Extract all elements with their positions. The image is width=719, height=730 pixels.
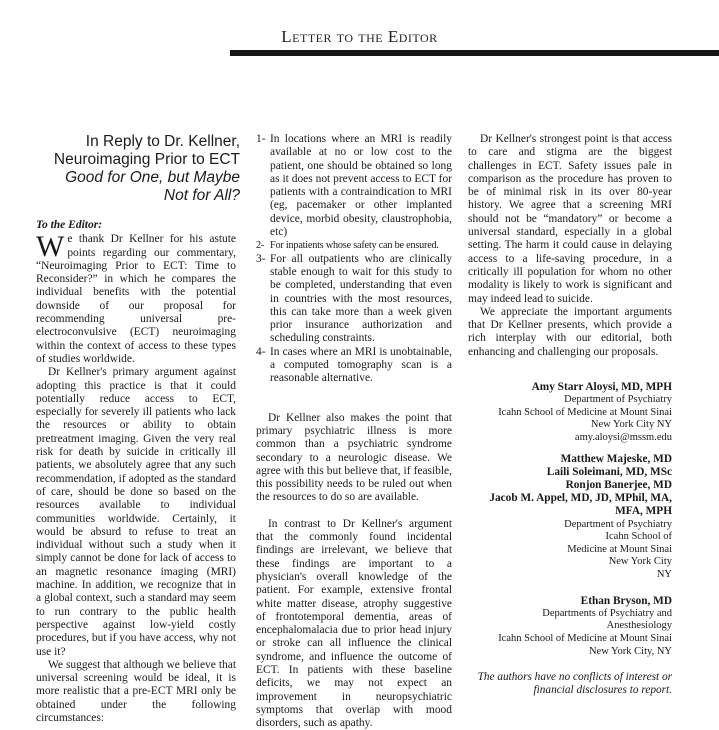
affiliation-line: Departments of Psychiatry and	[542, 607, 672, 619]
author-name: MFA, MPH	[615, 505, 672, 518]
spacer	[256, 505, 452, 518]
column-1	[36, 133, 240, 725]
circumstances-list	[256, 133, 452, 386]
list-item	[256, 253, 452, 346]
article-title-line-2: Neuroimaging Prior to ECT	[53, 151, 240, 168]
author-name: Amy Starr Aloysi, MD, MPH	[531, 381, 672, 394]
signature-block-1	[468, 381, 672, 445]
page-header	[0, 0, 719, 60]
paragraph-primary-argument: Dr Kellner's primary argument against adopting this practice is that it could potentially reduce access to ECT, especially for severely ill patients who lack the resources or ability to obtain pretreatment imaging. Given the very real risk for death by suicide in critically ill patients, we absolutely agree that any such recommendation, if adopted as the standard of care, should be done so based on the resources available to individual communities worldwide. Certainly, it would be absurd to refuse to treat an individual without such a study when it simply cannot be done for lack of access to an magnetic resonance imaging (MRI) machine. In addition, we recognize that in a global context, such a standard may seem to run contrary to the public health perspective against low-yield costly procedures, but if you have access, why not use it?	[36, 366, 236, 658]
affiliation-line: Medicine at Mount Sinai	[567, 543, 672, 555]
affiliation-line: Icahn School of Medicine at Mount Sinai	[498, 406, 672, 418]
header-rule	[230, 50, 719, 56]
signature-block-3	[468, 595, 672, 659]
paragraph-intro-text: e thank Dr Kellner for his astute points regarding our commentary, “Neuroimaging Prior to ECT: Time to Reconsider?” in which he compares the individual benefits with the potential downside of our proposal for recommending universal pre-electroconvulsive (ECT) neuroimaging within the context of access to these types of studies worldwide.	[36, 233, 236, 365]
article-title-line-1: In Reply to Dr. Kellner,	[85, 133, 240, 150]
paragraph-appreciation: We appreciate the important arguments that Dr Kellner presents, which provide a rich interplay with our editorial, both enhancing and challenging our proposals.	[468, 305, 672, 358]
list-item-text: In cases where an MRI is unobtainable, a computed tomography scan is a reasonable alternative.	[270, 345, 452, 385]
list-item-number: 2-	[256, 240, 265, 252]
affiliation-line: Department of Psychiatry	[564, 518, 672, 530]
list-item-number: 1-	[256, 133, 266, 145]
affiliation-line: Icahn School of Medicine at Mount Sinai	[498, 633, 672, 644]
disclosure-note: The authors have no conflicts of interest or financial disclosures to report.	[477, 671, 672, 697]
paragraph-incidental-findings: In contrast to Dr Kellner's argument that the commonly found incidental findings are irrelevant, we believe that these findings are important to a physician's overall knowledge of the patient. For example, extensive frontal white matter disease, atrophy suggestive of frontotemporal dementia, areas of encephalomalacia due to prior head injury or stroke can all influence the clinical syndrome, and influence the outcome of ECT. In patients with these baseline deficits, we may not expect an improvement in neuropsychiatric symptoms that overlap with mood disorders, such as apathy.	[256, 517, 452, 730]
salutation: To the Editor:	[36, 219, 103, 231]
article-title	[36, 133, 240, 205]
column-2	[256, 133, 452, 730]
list-item-text: In locations where an MRI is readily available at no or low cost to the patient, one should be obtained so long as it does not prevent access to ECT for patients with a contraindication to MRI (eg, pacemaker or other implanted device, morbid obesity, claustrophobia, etc)	[270, 133, 452, 239]
affiliation-line: Icahn School of	[605, 531, 672, 543]
author-name: Laili Soleimani, MD, MSc	[546, 465, 672, 478]
paragraph-suggestion: We suggest that although we believe that universal screening would be ideal, it is more realistic that a pre-ECT MRI only be obtained under the following circumstances:	[36, 658, 236, 724]
author-name: Matthew Majeske, MD	[560, 452, 672, 465]
paragraph-psychiatric-illness: Dr Kellner also makes the point that primary psychiatric illness is more common than a psychiatric syndrome secondary to a neurologic disease. We agree with this but believe that, if feasible, this possibility needs to be ruled out when the resources to do so are available.	[256, 411, 452, 504]
affiliation-line: New York City NY	[590, 419, 672, 431]
affiliation-line: Department of Psychiatry	[564, 394, 672, 406]
author-name: Jacob M. Appel, MD, JD, MPhil, MA,	[489, 492, 672, 505]
list-item-number: 4-	[256, 345, 266, 358]
affiliation-line: New York City	[608, 556, 672, 568]
article-subtitle-line-1: Good for One, but Maybe	[65, 169, 240, 186]
list-item-number: 3-	[256, 252, 266, 265]
list-item	[256, 133, 452, 239]
signature-block-2	[468, 453, 672, 582]
author-name: Ronjon Banerjee, MD	[565, 479, 672, 492]
affiliation-line: New York City, NY	[588, 645, 672, 657]
drop-cap: W	[36, 230, 65, 264]
article-subtitle-line-2: Not for All?	[163, 187, 240, 204]
list-item	[256, 346, 452, 386]
paragraph-intro	[36, 230, 236, 366]
list-item	[256, 239, 452, 252]
author-name: Ethan Bryson, MD	[580, 594, 672, 607]
affiliation-line: Anesthesiology	[606, 620, 672, 632]
author-email: amy.aloysi@mssm.edu	[574, 432, 672, 444]
paragraph-access-to-care: Dr Kellner's strongest point is that access to care and stigma are the biggest challenges in ECT. Safety issues pale in comparison as the procedure has proven to be of minimal risk in its over 80-year history. We agree that a screening MRI should not be “mandatory” or become a universal standard, especially in a global setting. The harm it could cause in delaying access to a life-saving procedure, in a critically ill population for whom no other modality is likely to work is significant and may indeed lead to suicide.	[468, 133, 672, 305]
section-title: Letter to the Editor	[281, 27, 438, 46]
list-item-text: For inpatients whose safety can be ensured.	[270, 240, 439, 252]
column-3	[468, 133, 672, 698]
spacer	[256, 386, 452, 412]
list-item-text: For all outpatients who are clinically stable enough to wait for this study to be completed, understanding that even in countries with the most resources, this can take more than a week given prior insurance authorization and scheduling constraints.	[270, 252, 452, 345]
affiliation-line: NY	[656, 569, 672, 581]
